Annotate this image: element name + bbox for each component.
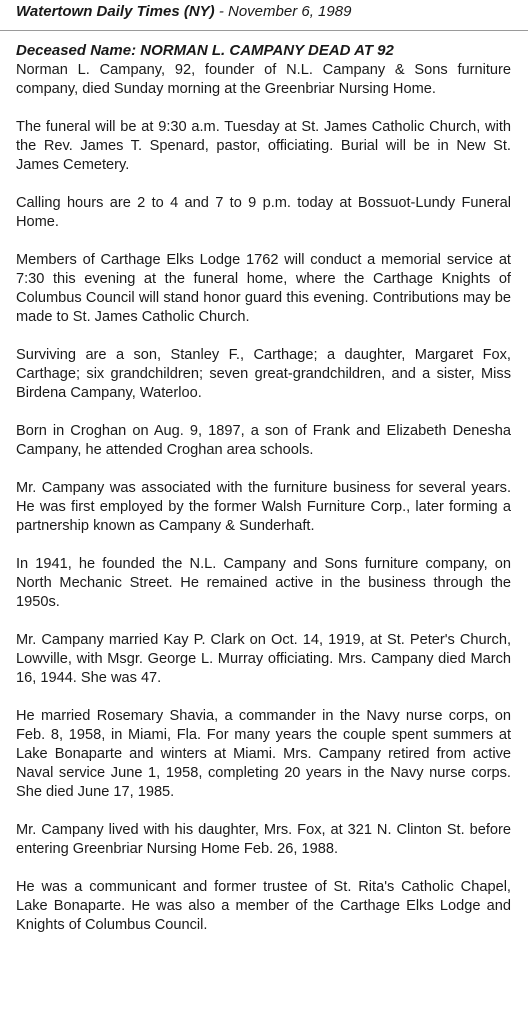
article-paragraph: Calling hours are 2 to 4 and 7 to 9 p.m. today at Bossuot-Lundy Funeral Home. <box>16 195 511 230</box>
article-body <box>16 61 511 935</box>
headline: Deceased Name: NORMAN L. CAMPANY DEAD AT 92 <box>16 42 394 59</box>
newspaper-name: Watertown Daily Times (NY) <box>16 3 215 20</box>
article-paragraph: He was a communicant and former trustee of St. Rita's Catholic Chapel, Lake Bonaparte. He was also a member of the Carthage Elks Lodge and Knights of Columbus Council. <box>16 879 511 933</box>
article-paragraph: Mr. Campany married Kay P. Clark on Oct. 14, 1919, at St. Peter's Church, Lowville, with Msgr. George L. Murray officiating. Mrs. Campany died March 16, 1944. She was 47. <box>16 632 511 686</box>
article-paragraph: Norman L. Campany, 92, founder of N.L. Campany & Sons furniture company, died Sunday morning at the Greenbriar Nursing Home. <box>16 62 511 97</box>
article-paragraph: The funeral will be at 9:30 a.m. Tuesday at St. James Catholic Church, with the Rev. James T. Spenard, pastor, officiating. Burial will be in New St. James Cemetery. <box>16 119 511 173</box>
article-paragraph: Born in Croghan on Aug. 9, 1897, a son of Frank and Elizabeth Denesha Campany, he attended Croghan area schools. <box>16 423 511 458</box>
masthead <box>0 0 528 31</box>
article-paragraph: In 1941, he founded the N.L. Campany and Sons furniture company, on North Mechanic Street. He remained active in the business through the 1950s. <box>16 556 511 610</box>
article-paragraph: He married Rosemary Shavia, a commander in the Navy nurse corps, on Feb. 8, 1958, in Miami, Fla. For many years the couple spent summers at Lake Bonaparte and winters at Miami. Mrs. Campany retired from active Naval service June 1, 1958, completing 20 years in the Navy nurse corps. She died June 17, 1985. <box>16 708 511 800</box>
article-paragraph: Mr. Campany was associated with the furniture business for several years. He was first employed by the former Walsh Furniture Corp., later forming a partnership known as Campany & Sunderhaft. <box>16 480 511 534</box>
publication-date: November 6, 1989 <box>228 3 352 20</box>
article-paragraph: Mr. Campany lived with his daughter, Mrs. Fox, at 321 N. Clinton St. before entering Greenbriar Nursing Home Feb. 26, 1988. <box>16 822 511 857</box>
article-paragraph: Surviving are a son, Stanley F., Carthage; a daughter, Margaret Fox, Carthage; six grandchildren; seven great-grandchildren, and a sister, Miss Birdena Campany, Waterloo. <box>16 347 511 401</box>
masthead-separator: - <box>214 3 228 20</box>
article-paragraph: Members of Carthage Elks Lodge 1762 will conduct a memorial service at 7:30 this evening at the funeral home, where the Carthage Knights of Columbus Council will stand honor guard this evening. Contributions may be made to St. James Catholic Church. <box>16 252 511 325</box>
